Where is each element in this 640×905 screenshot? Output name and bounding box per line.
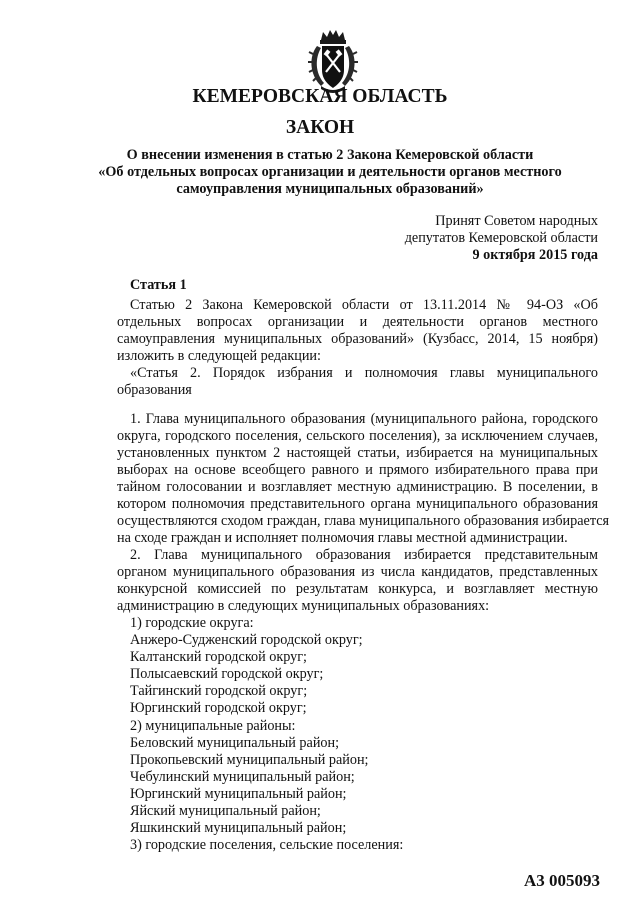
- adoption-line: депутатов Кемеровской области: [404, 230, 598, 246]
- text-line: на сходе граждан и исполняет полномочия главы местной администрации.: [117, 530, 568, 546]
- subtitle-line: самоуправления муниципальных образований»: [176, 181, 484, 197]
- adoption-line: Принят Советом народных: [435, 213, 598, 229]
- text-line: «Статья 2. Порядок избрания и полномочия главы муниципального: [130, 365, 598, 381]
- article-intro: [117, 297, 598, 399]
- list-item: Прокопьевский муниципальный район;: [130, 751, 369, 768]
- subtitle-line: О внесении изменения в статью 2 Закона Кемеровской области: [126, 147, 534, 163]
- text-line: самоуправления муниципальных образований» (Кузбасс, 2014, 15 ноября): [117, 331, 598, 347]
- list-item: Юргинский городской округ;: [130, 700, 307, 717]
- text-line: конкурсной комиссией по результатам конкурса, и возглавляет местную: [117, 581, 598, 597]
- list-item: Яшкинский муниципальный район;: [130, 820, 347, 837]
- list-item: Калтанский городской округ;: [130, 649, 307, 666]
- list-item: 3) городские поселения, сельские поселения:: [130, 837, 404, 854]
- document-type-title: ЗАКОН: [285, 117, 355, 138]
- text-line: органом муниципального образования из числа кандидатов, представленных: [117, 564, 598, 580]
- text-line: выборах на основе всеобщего равного и прямого избирательного права при: [117, 462, 598, 478]
- text-line: тайном голосовании и возглавляет местную администрацию. В поселении, в: [117, 479, 598, 495]
- list-item: Полысаевский городской округ;: [130, 666, 324, 683]
- text-line: 1. Глава муниципального образования (муниципального района, городского: [130, 411, 598, 427]
- list-item: Юргинский муниципальный район;: [130, 785, 347, 802]
- coat-of-arms-icon: [307, 28, 359, 94]
- list-item: Тайгинский городской округ;: [130, 683, 308, 700]
- adoption-block: [405, 213, 598, 264]
- subtitle-line: «Об отдельных вопросах организации и деятельности органов местного: [98, 164, 562, 180]
- text-line: образования: [117, 382, 192, 398]
- text-line: администрацию в следующих муниципальных образованиях:: [117, 598, 490, 614]
- list-item: 1) городские округа:: [130, 615, 254, 631]
- law-subtitle: [60, 147, 600, 198]
- text-line: Статью 2 Закона Кемеровской области от 13.11.2014 № 94-ОЗ «Об: [130, 297, 598, 313]
- list-item: Чебулинский муниципальный район;: [130, 768, 355, 785]
- text-line: отдельных вопросах организации и деятельности органов местного: [117, 314, 598, 330]
- list-item: Беловский муниципальный район;: [130, 734, 340, 751]
- text-line: котором полномочия представительного органа муниципального образования: [117, 496, 598, 512]
- region-title: КЕМЕРОВСКАЯ ОБЛАСТЬ: [192, 86, 448, 107]
- text-line: установленных пунктом 2 настоящей статьи, избирается на муниципальных: [117, 445, 598, 461]
- text-line: 2. Глава муниципального образования избирается представительным: [130, 547, 598, 563]
- adoption-date: 9 октября 2015 года: [472, 247, 598, 263]
- text-line: осуществляются сходом граждан, глава муниципального образования избирается: [117, 513, 610, 529]
- list-item: Анжеро-Судженский городской округ;: [130, 632, 363, 649]
- list-item: Яйский муниципальный район;: [130, 803, 321, 820]
- municipality-list: [130, 615, 403, 854]
- text-line: изложить в следующей редакции:: [117, 348, 321, 364]
- article-heading: Статья 1: [130, 277, 187, 293]
- document-serial-number: А3 005093: [523, 871, 600, 890]
- text-line: округа, городского поселения, сельского поселения), за исключением случаев,: [117, 428, 598, 444]
- paragraph-1: [117, 411, 610, 615]
- list-item: 2) муниципальные районы:: [130, 717, 296, 734]
